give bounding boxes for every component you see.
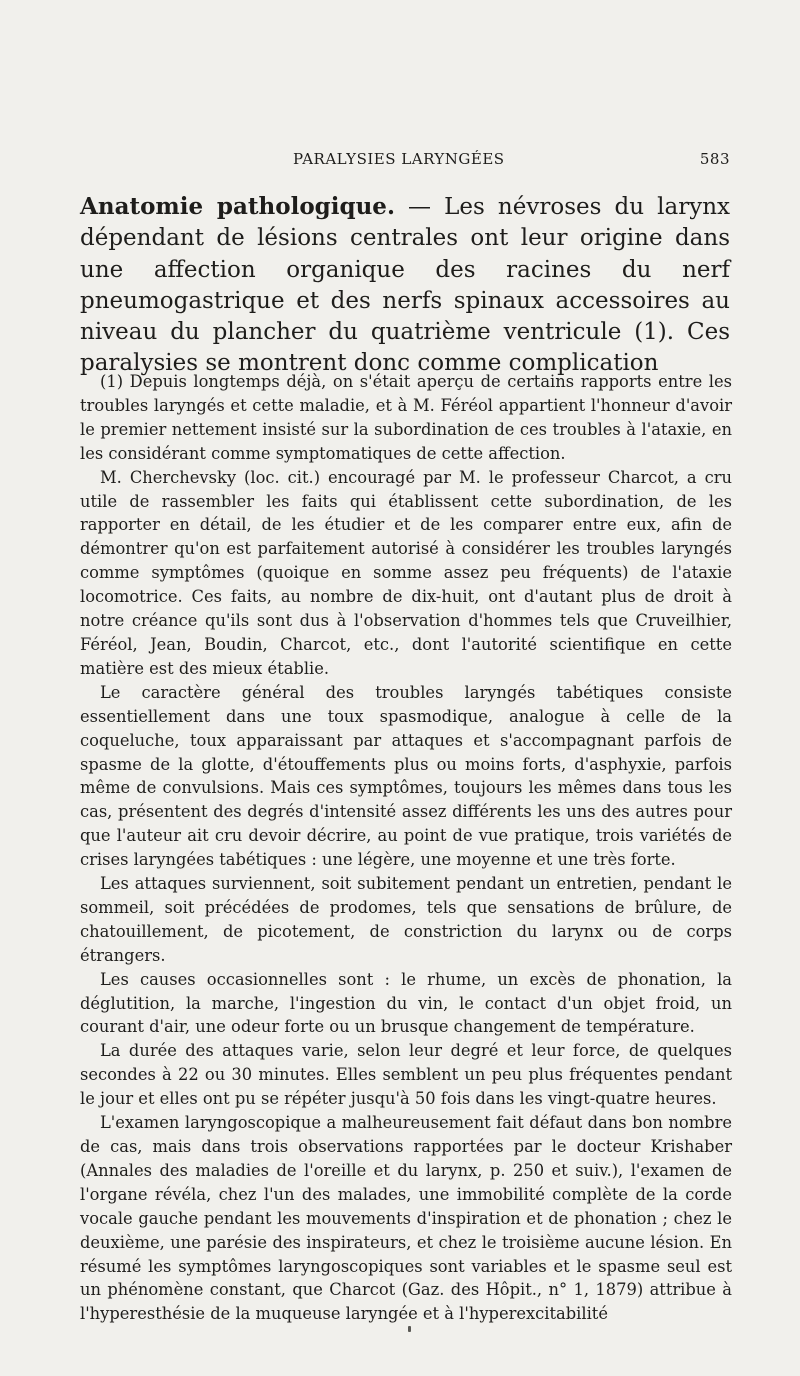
- running-title: PARALYSIES LARYNGÉES: [293, 150, 505, 168]
- footnote-paragraph: Le caractère général des troubles laryngés tabétiques consiste essentiellement dans une toux spasmodique, analogue à celle de la coqueluche, toux apparaissant par attaques et s'accompagnant parfois de spasme de la glotte, d'étouffements plus ou moins forts, d'asphyxie, parfois même de convulsions. Mais ces symptômes, toujours les mêmes dans tous les cas, présentent des degrés d'intensité assez différents les uns des autres pour que l'auteur ait cru devoir décrire, au point de vue pratique, trois variétés de crises laryngées tabétiques : une légère, une moyenne et une très forte.: [80, 682, 732, 870]
- footnote-paragraph: L'examen laryngoscopique a malheureusement fait défaut dans bon nombre de cas, mais dans trois observations rapportées par le docteur Krishaber (Annales des maladies de l'oreille et du larynx, p. 250 et suiv.), l'examen de l'organe révéla, chez l'un des malades, une immobilité complète de la corde vocale gauche pendant les mouvements d'inspiration et de phonation ; chez le deuxième, une parésie des inspirateurs, et chez le troisième aucune lésion. En résumé les symptômes laryngoscopiques sont variables et le spasme seul est un phénomène constant, que Charcot (Gaz. des Hôpit., n° 1, 1879) attribue à l'hyperesthésie de la muqueuse laryngée et à l'hyperexcitabilité: [80, 1113, 732, 1324]
- footnotes: [80, 370, 732, 1326]
- main-paragraph: [80, 191, 730, 380]
- footnote-paragraph: Les attaques surviennent, soit subitement pendant un entretien, pendant le sommeil, soit précédées de prodomes, tels que sensations de brûlure, de chatouillement, de picotement, de constriction du larynx ou de corps étrangers.: [80, 874, 732, 965]
- ink-speck: [408, 1326, 411, 1332]
- running-head: [80, 150, 730, 172]
- page-number: 583: [699, 150, 730, 168]
- section-heading: Anatomie pathologique.: [80, 193, 395, 220]
- footnote-paragraph: La durée des attaques varie, selon leur degré et leur force, de quelques secondes à 22 ou 30 minutes. Elles semblent un peu plus fréquentes pendant le jour et elles ont pu se répéter jusqu'à 50 fois dans les vingt-quatre heures.: [80, 1041, 732, 1109]
- footnote-paragraph: Les causes occasionnelles sont : le rhume, un excès de phonation, la déglutition, la marche, l'ingestion du vin, le contact d'un objet froid, un courant d'air, une odeur forte ou un brusque changement de température.: [80, 969, 732, 1037]
- footnote-paragraph: (1) Depuis longtemps déjà, on s'était aperçu de certains rapports entre les troubles laryngés et cette maladie, et à M. Féréol appartient l'honneur d'avoir le premier nettement insisté sur la subordination de ces troubles à l'ataxie, en les considérant comme symptomatiques de cette affection.: [80, 372, 732, 463]
- footnote-paragraph: M. Cherchevsky (loc. cit.) encouragé par M. le professeur Charcot, a cru utile de rassembler les faits qui établissent cette subordination, de les rapporter en détail, de les étudier et de les comparer entre eux, afin de démontrer qu'on est parfaitement autorisé à considérer les troubles laryngés comme symptômes (quoique en somme assez peu fréquents) de l'ataxie locomotrice. Ces faits, au nombre de dix-huit, ont d'autant plus de droit à notre créance qu'ils sont dus à l'observation d'hommes tels que Cruveilhier, Féréol, Jean, Boudin, Charcot, etc., dont l'autorité scientifique en cette matière est des mieux établie.: [80, 467, 732, 678]
- main-paragraph-text: — Les névroses du larynx dépendant de lésions centrales ont leur origine dans une affection organique des racines du nerf pneumogastrique et des nerfs spinaux accessoires au niveau du plancher du quatrième ventricule (1). Ces paralysies se montrent donc comme complication: [80, 194, 730, 377]
